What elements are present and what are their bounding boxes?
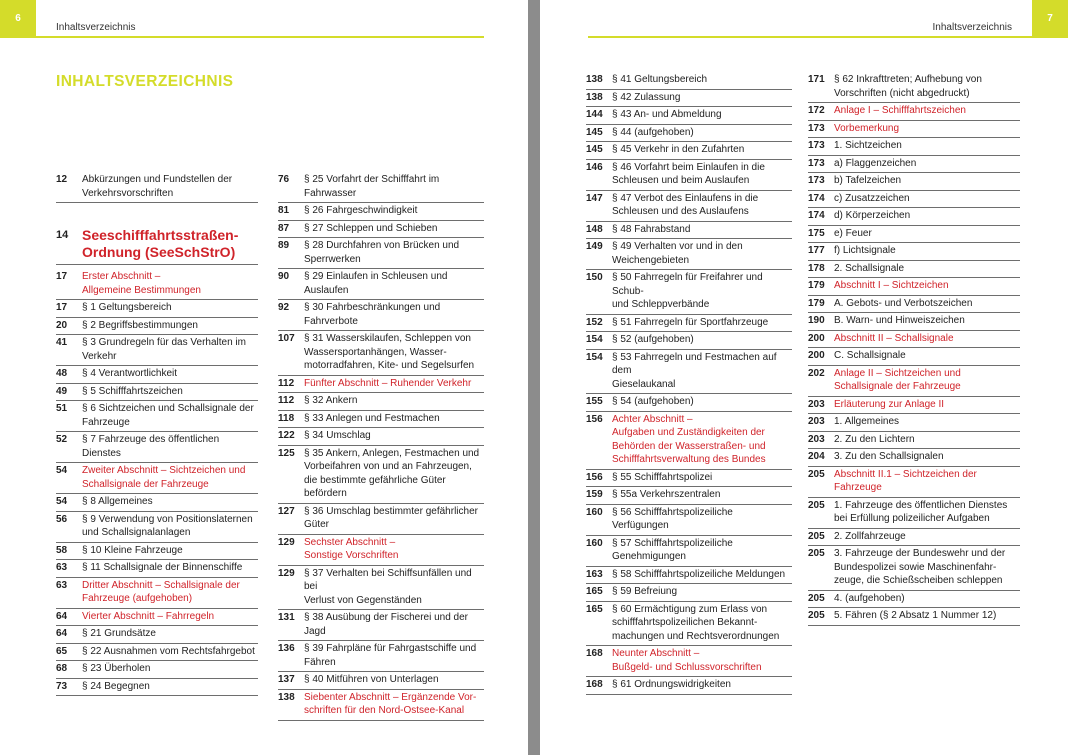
toc-entry-text: 1. Fahrzeuge des öffentlichen Dienstes bei Erfüllung polizeilicher Aufgaben xyxy=(834,499,1008,524)
toc-entry xyxy=(586,584,792,602)
toc-entry-text: § 6 Sichtzeichen und Schallsignale der Fahrzeuge xyxy=(82,403,254,428)
toc-entry xyxy=(56,366,258,384)
toc-entry-text: 2. Zu den Lichtern xyxy=(834,433,915,445)
toc-entry xyxy=(808,243,1020,261)
running-header: Inhaltsverzeichnis xyxy=(56,22,136,33)
toc-entry xyxy=(56,384,258,402)
toc-entry xyxy=(278,446,484,504)
toc-entry xyxy=(808,591,1020,609)
toc-page-number: 200 xyxy=(808,350,825,361)
toc-entry xyxy=(278,428,484,446)
toc-entry xyxy=(586,536,792,567)
toc-entry-text: § 40 Mitführen von Unterlagen xyxy=(304,674,439,685)
toc-entry xyxy=(586,505,792,536)
toc-entry xyxy=(56,318,258,336)
toc-page-number: 146 xyxy=(586,161,603,173)
toc-section-heading xyxy=(278,535,484,566)
toc-entry-text: Erläuterung zur Anlage II xyxy=(834,398,945,410)
toc-entry-text: 3. Zu den Schallsignalen xyxy=(834,451,944,462)
toc-entry xyxy=(808,296,1020,314)
toc-entry-text: § 29 Einlaufen in Schleusen und Auslaufen xyxy=(304,271,448,296)
toc-entry xyxy=(56,543,258,561)
toc-page-number: 131 xyxy=(278,612,295,623)
toc-page-number: 118 xyxy=(278,412,295,424)
toc-entry xyxy=(278,641,484,672)
toc-entry xyxy=(586,239,792,270)
toc-page-number: 160 xyxy=(586,537,603,549)
toc-entry-text: § 33 Anlegen und Festmachen xyxy=(304,412,440,424)
toc-entry-text: § 23 Überholen xyxy=(82,663,151,674)
toc-page-number: 145 xyxy=(586,144,603,155)
toc-entry-text: Sechster Abschnitt – Sonstige Vorschriften xyxy=(304,536,399,561)
toc-entry-text: 5. Fähren (§ 2 Absatz 1 Nummer 12) xyxy=(834,610,997,621)
toc-entry-text: Seeschifffahrtsstraßen- Ordnung (SeeSchStrO) xyxy=(82,227,239,260)
toc-page-number: 138 xyxy=(586,91,603,103)
toc-entry-text: § 26 Fahrgeschwindigkeit xyxy=(304,205,418,216)
toc-entry-text: § 22 Ausnahmen vom Rechtsfahrgebot xyxy=(82,645,255,657)
page-number-badge: 7 xyxy=(1032,0,1068,36)
toc-entry-text: § 51 Fahrregeln für Sportfahrzeuge xyxy=(612,316,769,328)
toc-entry-text: § 24 Begegnen xyxy=(82,680,150,692)
toc-page-number: 205 xyxy=(808,610,825,621)
toc-entry-text: § 1 Geltungsbereich xyxy=(82,302,172,313)
toc-entry xyxy=(56,494,258,512)
toc-entry-text: § 43 An- und Abmeldung xyxy=(612,109,722,120)
toc-entry xyxy=(278,331,484,376)
toc-entry-text: Abschnitt II.1 – Sichtzeichen der Fahrzeuge xyxy=(834,468,977,493)
toc-entry xyxy=(56,512,258,543)
toc-entry-text: § 54 (aufgehoben) xyxy=(612,396,694,407)
toc-page-number: 154 xyxy=(586,351,603,363)
toc-page-number: 204 xyxy=(808,451,825,462)
toc-page-number: 203 xyxy=(808,416,825,427)
toc-entry xyxy=(278,411,484,429)
toc-entry xyxy=(808,173,1020,191)
toc-page-number: 175 xyxy=(808,227,825,239)
toc-entry xyxy=(586,142,792,160)
page-title: INHALTSVERZEICHNIS xyxy=(56,73,234,90)
toc-page-number: 73 xyxy=(56,680,68,692)
toc-page-number: 87 xyxy=(278,222,290,234)
toc-page-number: 203 xyxy=(808,398,825,410)
toc-page-number: 200 xyxy=(808,332,825,344)
toc-page-number: 17 xyxy=(56,302,68,313)
toc-section-heading xyxy=(808,121,1020,139)
toc-page-number: 90 xyxy=(278,271,290,282)
toc-entry xyxy=(56,679,258,697)
toc-entry xyxy=(808,498,1020,529)
toc-page-number: 41 xyxy=(56,337,68,348)
toc-entry-text: 2. Schallsignale xyxy=(834,262,905,274)
toc-page-number: 172 xyxy=(808,105,825,116)
toc-entry xyxy=(56,300,258,318)
toc-section-heading xyxy=(56,609,258,627)
toc-entry xyxy=(278,172,484,203)
toc-entry xyxy=(56,401,258,432)
toc-page-number: 127 xyxy=(278,505,295,517)
toc-entry-text: § 28 Durchfahren von Brücken und Sperrwerken xyxy=(304,240,460,265)
toc-page-number: 51 xyxy=(56,403,68,414)
toc-page-number: 48 xyxy=(56,368,68,379)
toc-entry xyxy=(56,335,258,366)
toc-entry-text: 2. Zollfahrzeuge xyxy=(834,530,906,542)
toc-page-number: 20 xyxy=(56,319,68,331)
toc-entry xyxy=(56,172,258,203)
toc-page-number: 154 xyxy=(586,334,603,345)
toc-entry-text: Abschnitt II – Schallsignale xyxy=(834,332,954,344)
toc-page-number: 56 xyxy=(56,513,68,525)
toc-page-number: 168 xyxy=(586,648,603,659)
toc-entry-text: § 10 Kleine Fahrzeuge xyxy=(82,544,183,556)
toc-column-1 xyxy=(586,72,792,695)
toc-entry-text: 1. Sichtzeichen xyxy=(834,140,902,151)
toc-entry xyxy=(586,160,792,191)
toc-entry-text: C. Schallsignale xyxy=(834,350,906,361)
toc-entry xyxy=(808,261,1020,279)
toc-page-number: 76 xyxy=(278,174,290,185)
toc-page-number: 178 xyxy=(808,262,825,274)
toc-entry-text: § 57 Schifffahrtspolizeiliche Genehmigungen xyxy=(612,537,733,562)
toc-page-number: 165 xyxy=(586,603,603,615)
toc-entry xyxy=(278,566,484,611)
toc-column-2 xyxy=(808,72,1020,626)
toc-entry xyxy=(278,300,484,331)
toc-entry-text: Abkürzungen und Fundstellen der Verkehrsvorschriften xyxy=(82,174,233,199)
toc-entry xyxy=(586,72,792,90)
toc-entry-text: § 30 Fahrbeschränkungen und Fahrverbote xyxy=(304,302,441,327)
toc-entry-text: § 25 Vorfahrt der Schifffahrt im Fahrwasser xyxy=(304,174,440,199)
toc-page-number: 203 xyxy=(808,433,825,445)
toc-page-number: 63 xyxy=(56,579,68,591)
toc-entry xyxy=(278,393,484,411)
toc-entry xyxy=(586,677,792,695)
toc-entry-text: § 44 (aufgehoben) xyxy=(612,126,694,138)
toc-page-number: 54 xyxy=(56,496,68,507)
toc-page-number: 136 xyxy=(278,643,295,654)
toc-entry-text: § 50 Fahrregeln für Freifahrer und Schub- und Schleppverbände xyxy=(612,272,763,310)
toc-entry-text: § 3 Grundregeln für das Verhalten im Verkehr xyxy=(82,337,246,362)
toc-entry xyxy=(56,644,258,662)
toc-page-number: 137 xyxy=(278,674,295,685)
toc-entry-text: § 62 Inkrafttreten; Aufhebung von Vorschriften (nicht abgedruckt) xyxy=(834,74,982,99)
toc-entry-text: A. Gebots- und Verbotszeichen xyxy=(834,297,973,309)
toc-entry xyxy=(808,546,1020,591)
toc-section-heading xyxy=(278,690,484,721)
left-page xyxy=(0,0,528,755)
toc-page-number: 152 xyxy=(586,316,603,328)
toc-entry xyxy=(56,432,258,463)
toc-page-number: 163 xyxy=(586,568,603,580)
toc-section-heading xyxy=(56,578,258,609)
toc-entry-text: § 38 Ausübung der Fischerei und der Jagd xyxy=(304,612,468,637)
toc-entry-text: § 37 Verhalten bei Schiffsunfällen und bei Verlust von Gegenständen xyxy=(304,567,472,606)
toc-page-number: 52 xyxy=(56,434,68,445)
toc-entry-text: § 36 Umschlag bestimmter gefährlicher Güter xyxy=(304,505,478,530)
toc-entry xyxy=(808,432,1020,450)
toc-section-heading xyxy=(56,269,258,300)
toc-page-number: 155 xyxy=(586,396,603,407)
toc-entry-text: Fünfter Abschnitt – Ruhender Verkehr xyxy=(304,377,472,389)
toc-entry xyxy=(278,269,484,300)
toc-entry-text: c) Zusatzzeichen xyxy=(834,192,910,204)
toc-entry xyxy=(586,222,792,240)
toc-entry xyxy=(278,672,484,690)
toc-page-number: 173 xyxy=(808,122,825,134)
toc-page-number: 81 xyxy=(278,205,290,216)
toc-entry xyxy=(586,107,792,125)
toc-page-number: 129 xyxy=(278,567,295,579)
toc-column-1 xyxy=(56,172,258,696)
toc-page-number: 125 xyxy=(278,447,295,459)
toc-page-number: 138 xyxy=(586,74,603,85)
toc-entry xyxy=(808,449,1020,467)
toc-entry-text: Achter Abschnitt – Aufgaben und Zuständigkeiten der Behörden der Wasserstraßen- und Schifffahrtsverwaltung des Bundes xyxy=(612,413,766,465)
toc-page-number: 150 xyxy=(586,272,603,283)
toc-entry xyxy=(56,560,258,578)
toc-entry-text: Abschnitt I – Sichtzeichen xyxy=(834,280,949,291)
toc-entry-text: § 47 Verbot des Einlaufens in die Schleusen und des Auslaufens xyxy=(612,192,759,217)
toc-page-number: 63 xyxy=(56,562,68,573)
toc-entry xyxy=(808,226,1020,244)
toc-entry-text: § 11 Schallsignale der Binnenschiffe xyxy=(82,562,243,573)
toc-entry-text: § 39 Fahrpläne für Fahrgastschiffe und Fähren xyxy=(304,643,477,668)
toc-page-number: 148 xyxy=(586,223,603,235)
toc-page-number: 173 xyxy=(808,175,825,186)
toc-entry xyxy=(278,221,484,239)
toc-entry-text: d) Körperzeichen xyxy=(834,210,911,221)
toc-entry xyxy=(278,610,484,641)
toc-entry-text: § 45 Verkehr in den Zufahrten xyxy=(612,144,745,155)
toc-page-number: 14 xyxy=(56,229,69,241)
toc-page-number: 171 xyxy=(808,74,825,85)
toc-page-number: 107 xyxy=(278,333,295,344)
toc-entry xyxy=(808,414,1020,432)
toc-page-number: 65 xyxy=(56,645,68,657)
toc-section-heading xyxy=(808,397,1020,415)
toc-section-heading xyxy=(808,103,1020,121)
toc-entry xyxy=(808,72,1020,103)
toc-page-number: 156 xyxy=(586,471,603,483)
toc-page-number: 58 xyxy=(56,544,68,556)
toc-entry-text: § 53 Fahrregeln und Festmachen auf dem Gieselaukanal xyxy=(612,351,777,390)
toc-page-number: 112 xyxy=(278,395,295,406)
running-header: Inhaltsverzeichnis xyxy=(932,22,1012,33)
toc-entry xyxy=(586,470,792,488)
toc-entry-text: § 2 Begriffsbestimmungen xyxy=(82,319,198,331)
toc-entry-text: e) Feuer xyxy=(834,227,872,239)
toc-entry-text: § 48 Fahrabstand xyxy=(612,223,691,235)
page-number-badge: 6 xyxy=(0,0,36,36)
toc-entry-text: § 59 Befreiung xyxy=(612,586,678,597)
toc-page-number: 92 xyxy=(278,302,290,313)
toc-page-number: 17 xyxy=(56,271,68,282)
toc-section-heading xyxy=(808,467,1020,498)
toc-entry-text: 4. (aufgehoben) xyxy=(834,592,905,604)
toc-entry-text: 1. Allgemeines xyxy=(834,416,900,427)
toc-page-number: 159 xyxy=(586,489,603,500)
toc-page-number: 168 xyxy=(586,679,603,690)
toc-entry xyxy=(278,504,484,535)
toc-entry-text: f) Lichtsignale xyxy=(834,245,896,256)
toc-page-number: 205 xyxy=(808,499,825,511)
toc-entry xyxy=(808,156,1020,174)
toc-entry xyxy=(808,348,1020,366)
toc-entry-text: § 42 Zulassung xyxy=(612,91,681,103)
toc-page-number: 205 xyxy=(808,468,825,480)
toc-entry-text: B. Warn- und Hinweiszeichen xyxy=(834,315,965,326)
toc-entry-text: § 56 Schifffahrtspolizeiliche Verfügungen xyxy=(612,506,733,531)
toc-page-number: 190 xyxy=(808,315,825,326)
toc-entry-text: Siebenter Abschnitt – Ergänzende Vor- schriften für den Nord-Ostsee-Kanal xyxy=(304,691,477,716)
header-rule xyxy=(588,36,1068,38)
toc-entry-text: § 46 Vorfahrt beim Einlaufen in die Schleusen und beim Auslaufen xyxy=(612,161,765,186)
toc-page-number: 89 xyxy=(278,240,290,251)
spacer xyxy=(56,203,258,225)
toc-entry-text: Erster Abschnitt – Allgemeine Bestimmungen xyxy=(82,271,201,296)
toc-page-number: 173 xyxy=(808,157,825,169)
toc-entry xyxy=(586,315,792,333)
toc-page-number: 205 xyxy=(808,530,825,542)
toc-entry xyxy=(586,350,792,395)
toc-page-number: 64 xyxy=(56,628,68,639)
toc-page-number: 149 xyxy=(586,241,603,252)
toc-entry-text: § 9 Verwendung von Positionslaternen und Schallsignalanlagen xyxy=(82,513,253,538)
toc-entry xyxy=(56,626,258,644)
toc-section-heading xyxy=(56,225,258,265)
toc-entry-text: § 8 Allgemeines xyxy=(82,496,153,507)
toc-entry-text: § 61 Ordnungswidrigkeiten xyxy=(612,679,731,690)
toc-entry-text: § 5 Schifffahrtszeichen xyxy=(82,385,183,397)
toc-entry-text: § 55 Schifffahrtspolizei xyxy=(612,471,713,483)
toc-entry-text: § 41 Geltungsbereich xyxy=(612,74,708,85)
toc-section-heading xyxy=(808,278,1020,296)
toc-entry xyxy=(808,529,1020,547)
toc-entry-text: § 52 (aufgehoben) xyxy=(612,334,694,345)
toc-entry-text: Dritter Abschnitt – Schallsignale der Fahrzeuge (aufgehoben) xyxy=(82,579,240,604)
toc-section-heading xyxy=(586,646,792,677)
toc-page-number: 144 xyxy=(586,109,603,120)
toc-section-heading xyxy=(278,376,484,394)
toc-entry-text: § 32 Ankern xyxy=(304,395,358,406)
toc-page-number: 54 xyxy=(56,465,68,476)
toc-page-number: 145 xyxy=(586,126,603,138)
toc-column-2 xyxy=(278,172,484,721)
toc-page-number: 179 xyxy=(808,280,825,291)
right-page xyxy=(540,0,1068,755)
toc-section-heading xyxy=(808,331,1020,349)
toc-page-number: 177 xyxy=(808,245,825,256)
toc-page-number: 205 xyxy=(808,592,825,604)
toc-section-heading xyxy=(56,463,258,494)
toc-page-number: 202 xyxy=(808,367,825,379)
toc-entry xyxy=(586,602,792,647)
toc-page-number: 129 xyxy=(278,536,295,548)
toc-entry xyxy=(586,191,792,222)
toc-entry-text: Vorbemerkung xyxy=(834,122,900,134)
toc-entry xyxy=(808,191,1020,209)
toc-entry xyxy=(278,238,484,269)
toc-page-number: 174 xyxy=(808,210,825,221)
toc-entry xyxy=(808,208,1020,226)
toc-entry xyxy=(56,661,258,679)
toc-page-number: 12 xyxy=(56,174,68,185)
toc-section-heading xyxy=(586,412,792,470)
toc-entry xyxy=(808,608,1020,626)
toc-entry xyxy=(586,125,792,143)
toc-entry-text: Zweiter Abschnitt – Sichtzeichen und Schallsignale der Fahrzeuge xyxy=(82,465,246,490)
header-rule xyxy=(0,36,484,38)
toc-page-number: 179 xyxy=(808,297,825,309)
toc-entry-text: § 58 Schifffahrtspolizeiliche Meldungen xyxy=(612,568,786,580)
toc-page-number: 156 xyxy=(586,413,603,425)
toc-entry xyxy=(586,487,792,505)
toc-entry xyxy=(586,90,792,108)
toc-page-number: 147 xyxy=(586,192,603,204)
toc-page-number: 174 xyxy=(808,192,825,204)
toc-page-number: 205 xyxy=(808,548,825,559)
toc-page-number: 173 xyxy=(808,140,825,151)
toc-entry xyxy=(586,567,792,585)
toc-page-number: 160 xyxy=(586,506,603,518)
toc-entry-text: Anlage II – Sichtzeichen und Schallsignale der Fahrzeuge xyxy=(834,367,961,392)
toc-entry-text: 3. Fahrzeuge der Bundeswehr und der Bundespolizei sowie Maschinenfahr- zeuge, die Schießscheiben schleppen xyxy=(834,548,1006,586)
toc-section-heading xyxy=(808,366,1020,397)
toc-entry xyxy=(586,270,792,315)
toc-page-number: 165 xyxy=(586,586,603,597)
toc-entry-text: Anlage I – Schifffahrtszeichen xyxy=(834,105,966,116)
toc-entry xyxy=(586,332,792,350)
toc-entry-text: Vierter Abschnitt – Fahrregeln xyxy=(82,610,215,622)
toc-entry-text: Neunter Abschnitt – Bußgeld- und Schlussvorschriften xyxy=(612,648,762,673)
toc-entry-text: § 27 Schleppen und Schieben xyxy=(304,222,438,234)
toc-page-number: 49 xyxy=(56,385,68,397)
toc-entry-text: § 35 Ankern, Anlegen, Festmachen und Vorbeifahren von und an Fahrzeugen, die bestimmte gefährliche Güter befördern xyxy=(304,447,480,499)
toc-entry-text: § 60 Ermächtigung zum Erlass von schifffahrtspolizeilichen Bekannt- machungen und Rechtsverordnungen xyxy=(612,603,780,642)
toc-entry-text: § 21 Grundsätze xyxy=(82,628,156,639)
toc-page-number: 122 xyxy=(278,430,295,441)
toc-entry xyxy=(808,138,1020,156)
toc-entry-text: § 4 Verantwortlichkeit xyxy=(82,368,178,379)
toc-page-number: 112 xyxy=(278,377,295,389)
toc-entry-text: b) Tafelzeichen xyxy=(834,175,902,186)
toc-entry xyxy=(808,313,1020,331)
toc-entry-text: § 55a Verkehrszentralen xyxy=(612,489,721,500)
toc-entry xyxy=(278,203,484,221)
toc-entry-text: § 49 Verhalten vor und in den Weichengebieten xyxy=(612,241,743,266)
toc-entry-text: § 31 Wasserskilaufen, Schleppen von Wassersportanhängen, Wasser- motorradfahren, Kite- und Segelsurfen xyxy=(304,333,475,371)
toc-page-number: 64 xyxy=(56,610,68,622)
toc-entry-text: § 34 Umschlag xyxy=(304,430,371,441)
toc-entry-text: a) Flaggenzeichen xyxy=(834,157,917,169)
toc-page-number: 68 xyxy=(56,663,68,674)
toc-entry-text: § 7 Fahrzeuge des öffentlichen Dienstes xyxy=(82,434,220,459)
toc-entry xyxy=(586,394,792,412)
toc-page-number: 138 xyxy=(278,691,295,703)
